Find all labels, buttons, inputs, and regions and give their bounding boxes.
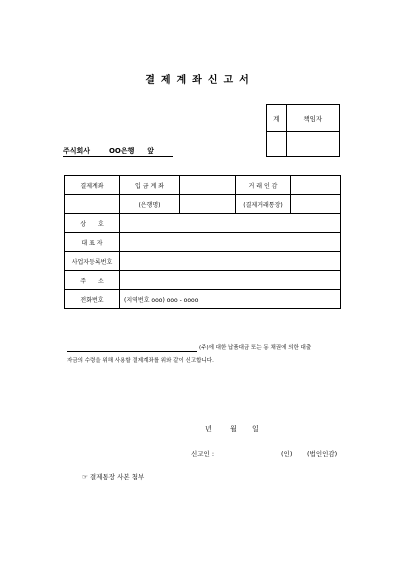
signer-label: 신고인 :: [191, 450, 215, 458]
account-label: 결제계좌: [65, 176, 120, 195]
approval-manager-sign[interactable]: [286, 132, 339, 157]
recipient-bank: OO은행: [108, 147, 135, 155]
bank-name-label: (은행명): [120, 195, 180, 214]
deposit-account-header: 입 금 계 좌: [120, 176, 180, 195]
approval-box: [266, 104, 340, 157]
representative-field[interactable]: [120, 233, 341, 252]
recipient-company: 주식회사: [63, 147, 91, 155]
table-row: [65, 290, 341, 309]
address-field[interactable]: [120, 271, 341, 290]
statement-line-1: (주)에 대한 납품대금 또는 동 채권에 의한 대출: [199, 345, 312, 351]
address-label: 주 소: [65, 271, 120, 290]
attachment-note: ☞ 결제통장 사본 첨부: [82, 473, 145, 481]
signer-seal: (인): [281, 450, 293, 458]
trade-name-field[interactable]: [120, 214, 341, 233]
trade-seal-field[interactable]: [291, 176, 341, 195]
business-reg-field[interactable]: [120, 252, 341, 271]
signer-corp-seal: (법인인감): [307, 450, 338, 458]
date-day: 일: [252, 425, 259, 433]
table-row: [65, 233, 341, 252]
approval-staff-label: 계: [267, 105, 287, 132]
table-row: [65, 271, 341, 290]
account-form-table: [64, 175, 341, 309]
deposit-account-field[interactable]: [180, 176, 236, 195]
table-row: [65, 214, 341, 233]
representative-label: 대 표 자: [65, 233, 120, 252]
document-title: 결제계좌신고서: [145, 75, 255, 86]
table-row: [65, 252, 341, 271]
phone-field[interactable]: (지역번호 ooo) ooo - oooo: [120, 290, 341, 309]
approval-staff-sign[interactable]: [267, 132, 287, 157]
account-label-cont: [65, 195, 120, 214]
passbook-field[interactable]: [291, 195, 341, 214]
recipient-underline: [63, 156, 173, 157]
phone-label: 전화번호: [65, 290, 120, 309]
approval-manager-label: 책임자: [286, 105, 339, 132]
business-reg-label: 사업자등록번호: [65, 252, 120, 271]
recipient-suffix: 앞: [147, 147, 155, 155]
table-row: [65, 195, 341, 214]
recipient-line: [63, 146, 154, 156]
company-fill-line[interactable]: [67, 351, 197, 352]
bank-name-field[interactable]: [180, 195, 236, 214]
passbook-label: (결제거래통장): [236, 195, 291, 214]
table-row: [65, 176, 341, 195]
trade-seal-header: 거 래 인 감: [236, 176, 291, 195]
date-year: 년: [205, 425, 212, 433]
trade-name-label: 상 호: [65, 214, 120, 233]
date-month: 월: [230, 425, 237, 433]
statement-line-2: 자금의 수령을 위해 사용할 결제계좌를 위와 같이 신고합니다.: [67, 358, 214, 364]
